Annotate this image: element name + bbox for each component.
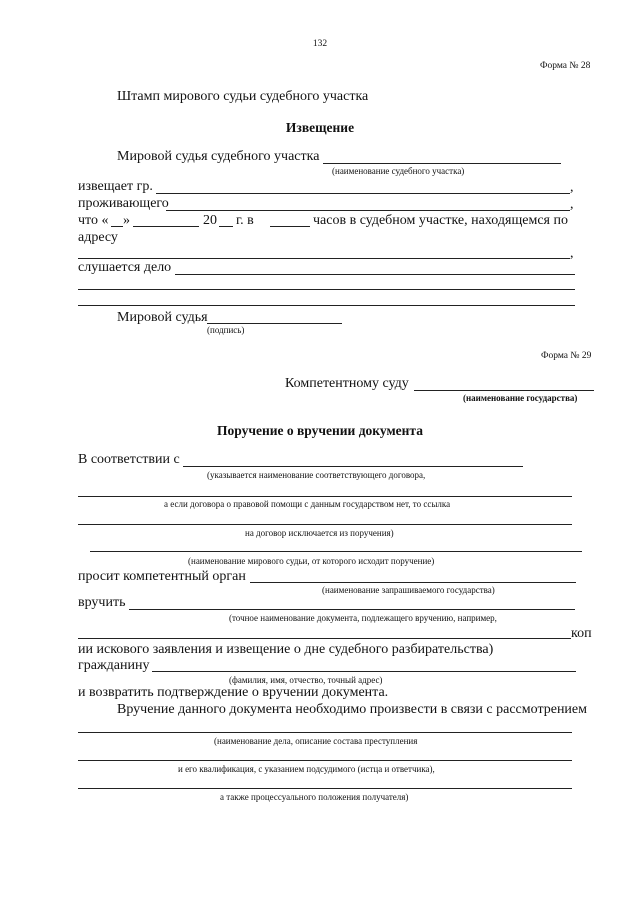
according-to-label: В соответствии с — [78, 452, 180, 467]
page-number: 132 — [312, 39, 328, 49]
hour-line[interactable] — [270, 226, 310, 227]
year-at-label: г. в — [236, 213, 254, 228]
month-line[interactable] — [133, 226, 199, 227]
year-prefix: 20 — [203, 213, 217, 228]
claim-copies-text: ии искового заявления и извещение о дне судебного разбирательства) — [78, 642, 494, 657]
delivery-necessity-text: Вручение данного документа необходимо произвести в связи с рассмотрением — [117, 702, 587, 717]
comma: , — [570, 197, 574, 212]
case-line-2[interactable] — [78, 289, 575, 290]
case-heard-label: слушается дело — [78, 260, 172, 275]
kop-fragment: коп — [571, 626, 592, 641]
signature-line[interactable] — [207, 323, 342, 324]
notifies-citizen-label: извещает гр. — [78, 179, 153, 194]
district-caption: (наименование судебного участка) — [332, 166, 465, 176]
recipient-status-line[interactable] — [78, 788, 572, 789]
case-line-3[interactable] — [78, 305, 575, 306]
state-caption: (наименование государства) — [463, 393, 578, 403]
citizen-caption: (фамилия, имя, отчество, точный адрес) — [229, 675, 383, 685]
citizen-name-line[interactable] — [156, 193, 570, 194]
comma: , — [570, 246, 574, 261]
judge-name-line[interactable] — [90, 551, 582, 552]
qualification-line[interactable] — [78, 760, 572, 761]
return-confirmation-text: и возвратить подтверждение о вручении документа. — [78, 685, 389, 700]
hours-court-label: часов в судебном участке, находящемся по — [313, 213, 568, 228]
judge-district-label: Мировой судья судебного участка — [117, 149, 320, 164]
signature-caption: (подпись) — [207, 325, 245, 335]
deliver-label: вручить — [78, 595, 126, 610]
citizen-label: гражданину — [78, 658, 150, 673]
treaty-line-3[interactable] — [78, 524, 572, 525]
requested-state-caption: (наименование запрашиваемого государства) — [322, 585, 495, 595]
quote-close: » — [123, 213, 130, 228]
case-name-line[interactable] — [78, 732, 572, 733]
judge-label: Мировой судья — [117, 310, 208, 325]
comma: , — [570, 180, 574, 195]
form-29-label: Форма № 29 — [541, 351, 592, 361]
year-line[interactable] — [219, 226, 233, 227]
form-28-label: Форма № 28 — [540, 61, 591, 71]
case-line-1[interactable] — [175, 274, 575, 275]
stamp-text: Штамп мирового судьи судебного участка — [117, 89, 369, 104]
treaty-caption-1: (указывается наименование соответствующего договора, — [207, 470, 426, 480]
document-caption: (точное наименование документа, подлежащего вручению, например, — [229, 613, 497, 623]
competent-court-label: Компетентному суду — [285, 376, 409, 391]
citizen-details-line[interactable] — [152, 671, 576, 672]
treaty-caption-2: а если договора о правовой помощи с данным государством нет, то ссылка — [164, 499, 451, 509]
recipient-status-caption: а также процессуального положения получателя) — [220, 792, 409, 802]
treaty-caption-3: на договор исключается из поручения) — [245, 528, 394, 538]
notice-title: Извещение — [285, 120, 355, 135]
district-name-line[interactable] — [323, 163, 561, 164]
day-line[interactable] — [111, 226, 123, 227]
treaty-line-2[interactable] — [78, 496, 572, 497]
address-line[interactable] — [78, 258, 570, 259]
assignment-title: Поручение о вручении документа — [217, 423, 423, 438]
residing-label: проживающего — [78, 196, 169, 211]
residence-line[interactable] — [166, 210, 570, 211]
requested-state-line[interactable] — [250, 582, 576, 583]
case-name-caption: (наименование дела, описание состава преступления — [214, 736, 418, 746]
treaty-line-1[interactable] — [183, 466, 523, 467]
that-quote-open: что « — [78, 213, 109, 228]
document-name-line[interactable] — [129, 609, 575, 610]
address-label: адресу — [78, 230, 118, 245]
document-line-2[interactable] — [78, 638, 571, 639]
requests-authority-label: просит компетентный орган — [78, 569, 246, 584]
state-name-line[interactable] — [414, 390, 594, 391]
qualification-caption: и его квалификация, с указанием подсудимого (истца и ответчика), — [178, 764, 435, 774]
judge-name-caption: (наименование мирового судьи, от которого исходит поручение) — [188, 556, 435, 566]
